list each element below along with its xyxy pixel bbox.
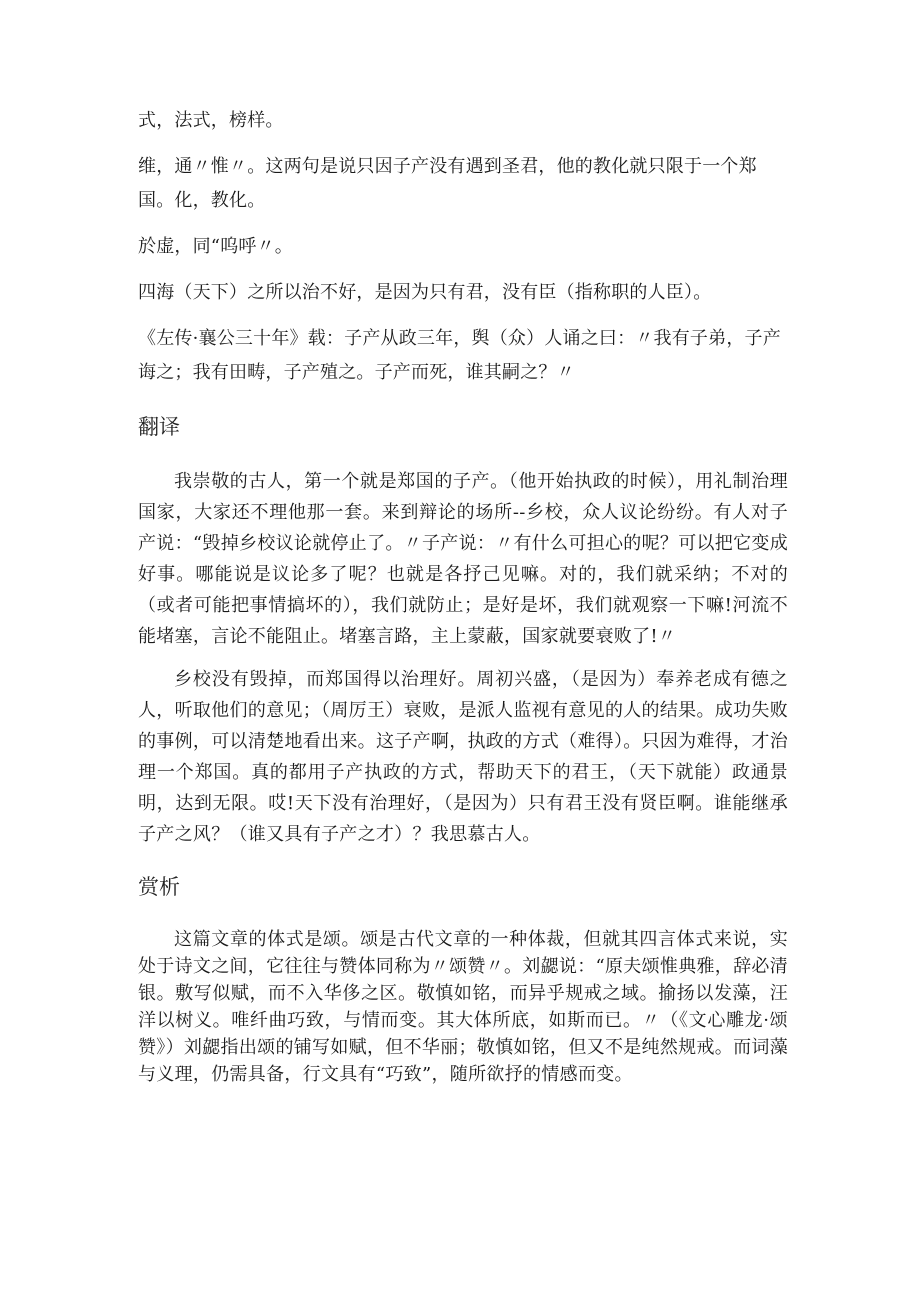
note-wei: 维，通〃惟〃。这两句是说只因子产没有遇到圣君，他的教化就只限于一个郑国。化，教化。 [138,156,757,211]
translation-heading: 翻译 [138,415,180,439]
note-zuozhuan: 《左传·襄公三十年》载：子产从政三年，舆（众）人诵之曰：〃我有子弟，子产诲之；我有田畴，子产殖之。子产而死，谁其嗣之？〃 [138,328,781,383]
note-wuhu: 於虚，同“呜呼〃。 [138,236,294,257]
document-page [138,104,788,1100]
translation-paragraph-2: 乡校没有毁掉，而郑国得以治理好。周初兴盛，（是因为）奉养老成有德之人，听取他们的意见；（周厉王）衰败，是派人监视有意见的人的结果。成功失败的事例，可以清楚地看出来。这子产啊，执政的方式（难得）。只因为难得，才治理一个郑国。真的都用子产执政的方式，帮助天下的君王，（天下就能）政通景明，达到无限。哎!天下没有治理好，（是因为）只有君王没有贤臣啊。谁能继承子产之风？（谁又具有子产之才）？我思慕古人。 [138,669,788,845]
note-sihai: 四海（天下）之所以治不好，是因为只有君，没有臣（指称职的人臣）。 [138,282,712,303]
analysis-paragraph-1: 这篇文章的体式是颂。颂是古代文章的一种体裁，但就其四言体式来说，实处于诗文之间，它往往与赞体同称为〃颂赞〃。刘勰说：“原夫颂惟典雅，辞必清银。敷写似赋，而不入华侈之区。敬慎如铭，而异乎规戒之域。揄扬以发藻，汪洋以树义。唯纤曲巧致，与情而变。其大体所底，如斯而已。〃（《文心雕龙·颂赞》）刘勰指出颂的铺写如赋，但不华丽；敬慎如铭，但又不是纯然规戒。而词藻与义理，仍需具备，行文具有“巧致”，随所欲抒的情感而变。 [138,929,788,1085]
translation-paragraph-1: 我崇敬的古人，第一个就是郑国的子产。（他开始执政的时候），用礼制治理国家，大家还不理他那一套。来到辩论的场所--乡校，众人议论纷纷。有人对子产说：“毁掉乡校议论就停止了。〃子产说：〃有什么可担心的呢？可以把它变成好事。哪能说是议论多了呢？也就是各抒己见嘛。对的，我们就采纳；不对的（或者可能把事情搞坏的），我们就防止；是好是坏，我们就观察一下嘛!河流不能堵塞，言论不能阻止。堵塞言路，主上蒙蔽，国家就要衰败了!〃 [138,471,788,647]
analysis-heading: 赏析 [138,875,180,899]
note-shi: 式，法式，榜样。 [138,110,284,131]
